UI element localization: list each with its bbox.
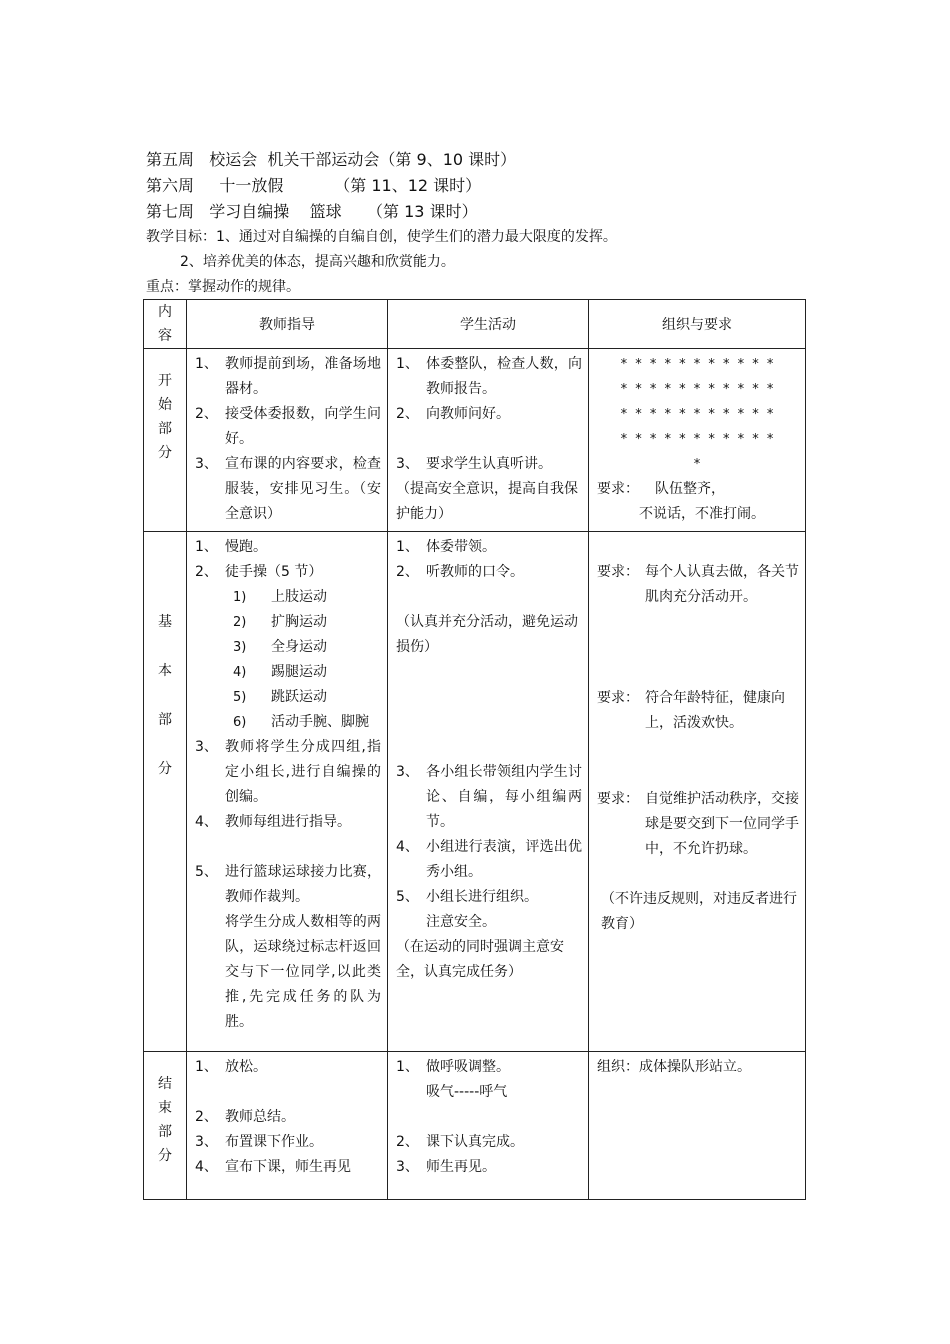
- basic-teacher-item-1: 1、 慢跑。: [195, 539, 267, 555]
- start-student-item-text: 体委整队，检查人数，向教师报告。: [426, 356, 582, 397]
- exercise-number: 1): [233, 590, 247, 605]
- start-student-item-text: 要求学生认真听讲。: [426, 456, 552, 472]
- exercise-item-2: [195, 610, 381, 635]
- basic-teacher-item-2: 2、 徒手操（5 节）: [195, 564, 323, 580]
- end-org-cell: [589, 1052, 806, 1200]
- start-teacher-item-2: [195, 402, 381, 452]
- key-point: 重点：掌握动作的规律。: [146, 279, 300, 295]
- exercise-item-4: [195, 660, 381, 685]
- exercise-number: 6): [233, 715, 247, 730]
- header-content: 内容: [144, 300, 187, 349]
- end-student-cell: [388, 1052, 589, 1200]
- start-teacher-item-text: 宣布课的内容要求，检查服装，安排见习生。（安全意识）: [225, 456, 381, 522]
- basic-student-item-5: 5、 小组长进行组织。: [396, 889, 538, 905]
- basic-student-item-3: 3、 各小组长带领组内学生讨论、自编，每小组编两节。: [396, 764, 582, 830]
- start-student-item-3: [396, 452, 582, 477]
- exercise-number: 2): [233, 615, 247, 630]
- basic-requirement-1: 要求： 每个人认真去做，各关节肌肉充分活动开。: [597, 564, 799, 605]
- end-teacher-item-4: 4、 宣布下课，师生再见: [195, 1159, 351, 1175]
- table-row-end: [144, 1052, 806, 1200]
- start-student-item-number: 1、: [396, 356, 419, 372]
- start-teacher-item-text: 接受体委报数，向学生问好。: [225, 406, 381, 447]
- start-org-cell: [589, 349, 806, 532]
- section-label-basic: 基本部分: [144, 532, 187, 1052]
- end-student-item-2: 2、 课下认真完成。: [396, 1134, 524, 1150]
- basic-student-item-5-detail: 注意安全。: [426, 914, 496, 930]
- start-teacher-item-3: [195, 452, 381, 527]
- exercise-name: 全身运动: [271, 639, 327, 655]
- formation-row-1: * * * * * * * * * * *: [620, 357, 776, 372]
- basic-teacher-item-5-detail: 将学生分成人数相等的两队，运球绕过标志杆返回交与下一位同学,以此类推,先完成任务的队为胜。: [225, 914, 381, 1030]
- start-req-line2: 不说话，不准打闹。: [639, 506, 765, 522]
- start-student-item-text: 向教师问好。: [426, 406, 510, 422]
- exercise-item-5: [195, 685, 381, 710]
- basic-student-item-4: 4、 小组进行表演，评选出优秀小组。: [396, 839, 582, 880]
- exercise-number: 5): [233, 690, 247, 705]
- start-student-item-2: [396, 402, 582, 427]
- week5-line: 第五周 校运会 机关干部运动会（第 9、10 课时）: [146, 150, 517, 169]
- start-teacher-item-text: 教师提前到场，准备场地器材。: [225, 356, 381, 397]
- header-teacher: 教师指导: [187, 300, 388, 349]
- header-student: 学生活动: [388, 300, 589, 349]
- basic-teacher-cell: [187, 532, 388, 1052]
- basic-teacher-item-5: 5、 进行篮球运球接力比赛，教师作裁判。: [195, 864, 381, 905]
- exercise-name: 跳跃运动: [271, 689, 327, 705]
- basic-student-cell: [388, 532, 589, 1052]
- exercise-item-1: [195, 585, 381, 610]
- week7-line: 第七周 学习自编操 篮球 （第 13 课时）: [146, 202, 478, 221]
- start-requirement: [597, 477, 799, 502]
- formation-row-4: * * * * * * * * * * *: [620, 432, 776, 447]
- start-teacher-cell: [187, 349, 388, 532]
- end-org-text: 组织：成体操队形站立。: [597, 1059, 751, 1075]
- start-student-cell: [388, 349, 589, 532]
- lesson-plan-table: [143, 299, 806, 1200]
- end-student-item-1-detail: 吸气-----呼气: [426, 1084, 508, 1100]
- basic-teacher-item-4: 4、 教师每组进行指导。: [195, 814, 351, 830]
- exercise-name: 踢腿运动: [271, 664, 327, 680]
- start-student-item-number: 2、: [396, 406, 419, 422]
- formation-row-5: *: [693, 457, 703, 472]
- end-teacher-cell: [187, 1052, 388, 1200]
- basic-student-note-2: （在运动的同时强调主意安全，认真完成任务）: [396, 939, 564, 980]
- exercise-name: 上肢运动: [271, 589, 327, 605]
- exercise-number: 4): [233, 665, 247, 680]
- start-student-item-1: [396, 352, 582, 402]
- end-teacher-item-1: 1、 放松。: [195, 1059, 267, 1075]
- section-label-end: 结束部分: [144, 1052, 187, 1200]
- teaching-goal-1: 教学目标：1、通过对自编操的自编自创，使学生们的潜力最大限度的发挥。: [146, 229, 617, 245]
- table-row-start: [144, 349, 806, 532]
- week6-line: 第六周 十一放假 （第 11、12 课时）: [146, 176, 482, 195]
- exercise-item-3: [195, 635, 381, 660]
- exercise-number: 3): [233, 640, 247, 655]
- header-org: 组织与要求: [589, 300, 806, 349]
- end-teacher-item-2: 2、 教师总结。: [195, 1109, 295, 1125]
- start-req-label: 要求：: [597, 481, 639, 497]
- start-teacher-item-number: 2、: [195, 406, 218, 422]
- exercise-name: 扩胸运动: [271, 614, 327, 630]
- basic-student-item-2: 2、 听教师的口令。: [396, 564, 524, 580]
- basic-requirement-3: 要求： 自觉维护活动秩序，交接球是要交到下一位同学手中，不允许扔球。: [597, 791, 799, 857]
- table-header-row: [144, 300, 806, 349]
- basic-student-item-1: 1、 体委带领。: [396, 539, 496, 555]
- formation-row-2: * * * * * * * * * * *: [620, 382, 776, 397]
- start-teacher-item-number: 1、: [195, 356, 218, 372]
- start-teacher-item-number: 3、: [195, 456, 218, 472]
- exercise-item-6: [195, 710, 381, 735]
- basic-org-cell: [589, 532, 806, 1052]
- section-label-start: 开始部分: [144, 349, 187, 532]
- end-teacher-item-3: 3、 布置课下作业。: [195, 1134, 323, 1150]
- basic-org-note: （不许违反规则，对违反者进行教育）: [601, 891, 797, 932]
- start-student-item-number: 3、: [396, 456, 419, 472]
- exercise-name: 活动手腕、脚腕: [271, 714, 369, 730]
- end-student-item-1: 1、 做呼吸调整。: [396, 1059, 510, 1075]
- start-student-note: （提高安全意识，提高自我保护能力）: [396, 481, 578, 522]
- table-row-basic: [144, 532, 806, 1052]
- start-teacher-item-1: [195, 352, 381, 402]
- basic-student-note-1: （认真并充分活动，避免运动损伤）: [396, 614, 578, 655]
- start-req-line1: 队伍整齐，: [655, 481, 725, 497]
- basic-requirement-2: 要求： 符合年龄特征，健康向上，活泼欢快。: [597, 690, 785, 731]
- basic-teacher-item-3: 3、 教师将学生分成四组,指定小组长,进行自编操的创编。: [195, 739, 381, 805]
- formation-row-3: * * * * * * * * * * *: [620, 407, 776, 422]
- end-student-item-3: 3、 师生再见。: [396, 1159, 496, 1175]
- teaching-goal-2: 2、培养优美的体态，提高兴趣和欣赏能力。: [180, 254, 455, 270]
